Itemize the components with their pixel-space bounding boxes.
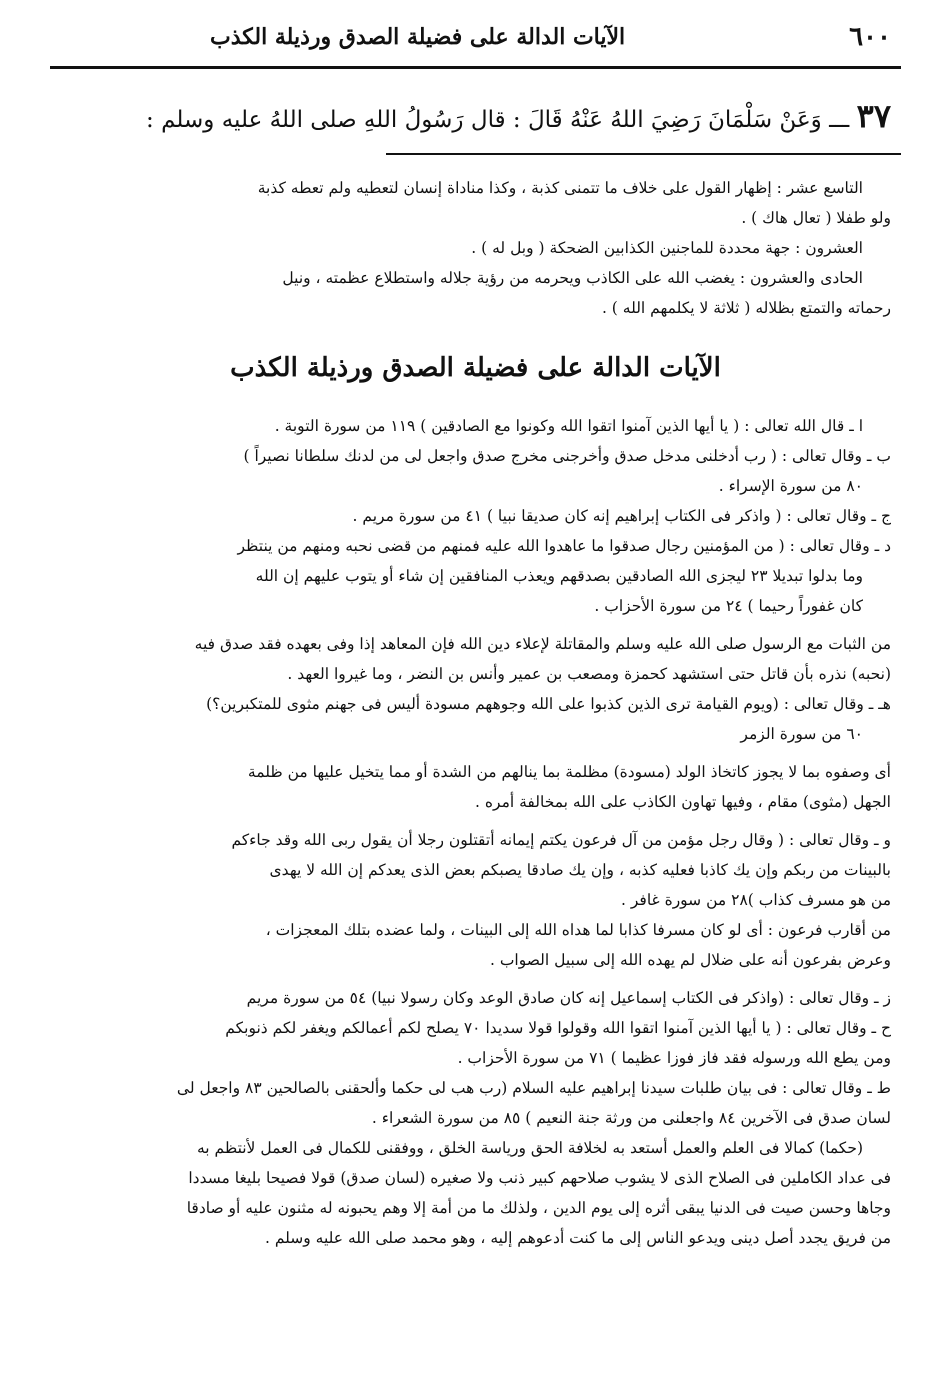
body-line: ٨٠ من سورة الإسراء . — [718, 477, 863, 495]
note-line: التاسع عشر : إظهار القول على خلاف ما تتمنى كذبة ، وكذا مناداة إنسان لتعطيه ولم تعطه كذبة — [257, 179, 863, 197]
body-line: هـ ـ وقال تعالى : (ويوم القيامة ترى الذين كذبوا على الله وجوههم مسودة أليس فى جهنم مثوى للمتكبرين؟) — [206, 695, 891, 713]
body-line: (نحبه) نذره بأن قاتل حتى استشهد كحمزة ومصعب بن عمير وأنس بن النضر ، وما غيروا العهد . — [287, 665, 891, 683]
body-line: ط ـ وقال تعالى : فى بيان طلبات سيدنا إبراهيم عليه السلام (رب هب لى حكما وألحقنى بالصالحين ٨٣ واجعل لى — [176, 1079, 891, 1097]
body-line: بالبينات من ربكم وإن يك كاذبا فعليه كذبه ، وإن يك صادقا يصبكم بعض الذى يعدكم إن الله لا يهدى — [269, 861, 891, 879]
body-line: ز ـ وقال تعالى : (واذكر فى الكتاب إسماعيل إنه كان صادق الوعد وكان رسولا نبيا) ٥٤ من سورة مريم — [246, 989, 891, 1007]
body-line: (حكما) كمالا فى العلم والعمل أستعد به لخلافة الحق ورياسة الخلق ، ووفقنى للكمال فى العمل لأنتظم به — [196, 1139, 863, 1157]
body-line: من أقارب فرعون : أى لو كان مسرفا كذابا لما هداه الله إلى البينات ، ولما عضده بتلك المعجزات ، — [265, 921, 891, 939]
section-title: الآيات الدالة على فضيلة الصدق ورذيلة الكذب — [230, 353, 721, 383]
body-line: ٦٠ من سورة الزمر — [740, 725, 863, 743]
verses-body — [60, 411, 891, 1253]
body-line: ح ـ وقال تعالى : ( يا أيها الذين آمنوا اتقوا الله وقولوا قولا سديدا ٧٠ يصلح لكم أعمالكم ويغفر لكم ذنوبكم — [225, 1019, 891, 1037]
body-line: كان غفوراً رحيما ) ٢٤ من سورة الأحزاب . — [594, 597, 863, 615]
hadith-text: ـــ وَعَنْ سَلْمَانَ رَضِيَ اللهُ عَنْهُ قَالَ : قال رَسُولُ اللهِ صلى اللهُ عليه وسلم : — [146, 107, 850, 133]
body-line: ومن يطع الله ورسوله فقد فاز فوزا عظيما ) ٧١ من سورة الأحزاب . — [457, 1049, 891, 1067]
page-number: ٦٠٠ — [849, 22, 891, 52]
body-line: فى عداد الكاملين فى الصلاح الذى لا يشوب صلاحهم كبير ذنب ولا صغيره (لسان صدق) قولا فصيحا بليغا مسددا — [188, 1169, 891, 1187]
hadith-number: ٣٧ — [856, 97, 891, 135]
footnotes — [60, 173, 891, 323]
body-line: من فريق يجدد أصل دينى ويدعو الناس إلى ما كنت أدعوهم إليه ، وهو محمد صلى الله عليه وسلم . — [264, 1229, 891, 1247]
body-line: د ـ وقال تعالى : ( من المؤمنين رجال صدقوا ما عاهدوا الله عليه فمنهم من قضى نحبه ومنهم من ينتظر — [237, 537, 891, 555]
body-line: الجهل (مثوى) مقام ، وفيها تهاون الكاذب على الله بمخالفة أمره . — [475, 793, 891, 811]
body-line: و ـ وقال تعالى : ( وقال رجل مؤمن من آل فرعون يكتم إيمانه أتقتلون رجلا أن يقول ربى الله وقد جاءكم — [231, 831, 891, 849]
body-line: لسان صدق فى الآخرين ٨٤ واجعلنى من ورثة جنة النعيم ) ٨٥ من سورة الشعراء . — [371, 1109, 891, 1127]
body-line: أى وصفوه بما لا يجوز كاتخاذ الولد (مسودة) مظلمة بما ينالهم من الشدة أو مما يتخيل عليها من ظلمة — [247, 763, 891, 781]
hadith-heading — [60, 91, 891, 141]
header-rule — [50, 66, 901, 69]
body-line: ب ـ وقال تعالى : ( رب أدخلنى مدخل صدق وأخرجنى مخرج صدق واجعل لى من لدنك سلطانا نصيراً ) — [243, 447, 891, 465]
running-title: الآيات الدالة على فضيلة الصدق ورذيلة الكذب — [210, 24, 626, 50]
body-line: وما بدلوا تبديلا ٢٣ ليجزى الله الصادقين بصدقهم ويعذب المنافقين إن شاء أو يتوب عليهم إن الله — [255, 567, 863, 585]
body-line: وعرض بفرعون أنه على ضلال لم يهده الله إلى سبيل الصواب . — [489, 951, 891, 969]
hadith-rule — [386, 153, 901, 155]
body-line: ج ـ وقال تعالى : ( واذكر فى الكتاب إبراهيم إنه كان صديقا نبيا ) ٤١ من سورة مريم . — [352, 507, 891, 525]
running-header — [60, 14, 891, 60]
body-line: من الثبات مع الرسول صلى الله عليه وسلم والمقاتلة لإعلاء دين الله فإن المعاهد إذا وفى بعهده فقد صدق فيه — [194, 635, 891, 653]
note-line: العشرون : جهة محددة للماجنين الكذابين الضحكة ( وبل له ) . — [471, 239, 863, 257]
note-line: ولو طفلا ( تعال هاك ) . — [741, 209, 891, 227]
body-line: من هو مسرف كذاب )٢٨ من سورة غافر . — [621, 891, 891, 909]
body-line: ا ـ قال الله تعالى : ( يا أيها الذين آمنوا اتقوا الله وكونوا مع الصادقين ) ١١٩ من سورة التوبة . — [274, 417, 863, 435]
note-line: الحادى والعشرون : يغضب الله على الكاذب ويحرمه من رؤية جلاله واستطلاع عظمته ، ونيل — [282, 269, 863, 287]
note-line: رحماته والتمتع بظلاله ( ثلاثة لا يكلمهم الله ) . — [601, 299, 891, 317]
body-line: وجاها وحسن صيت فى الدنيا يبقى أثره إلى يوم الدين ، ولذلك ما من أمة إلا وهم يحبونه له مثنون عليه أو صادقا — [186, 1199, 891, 1217]
